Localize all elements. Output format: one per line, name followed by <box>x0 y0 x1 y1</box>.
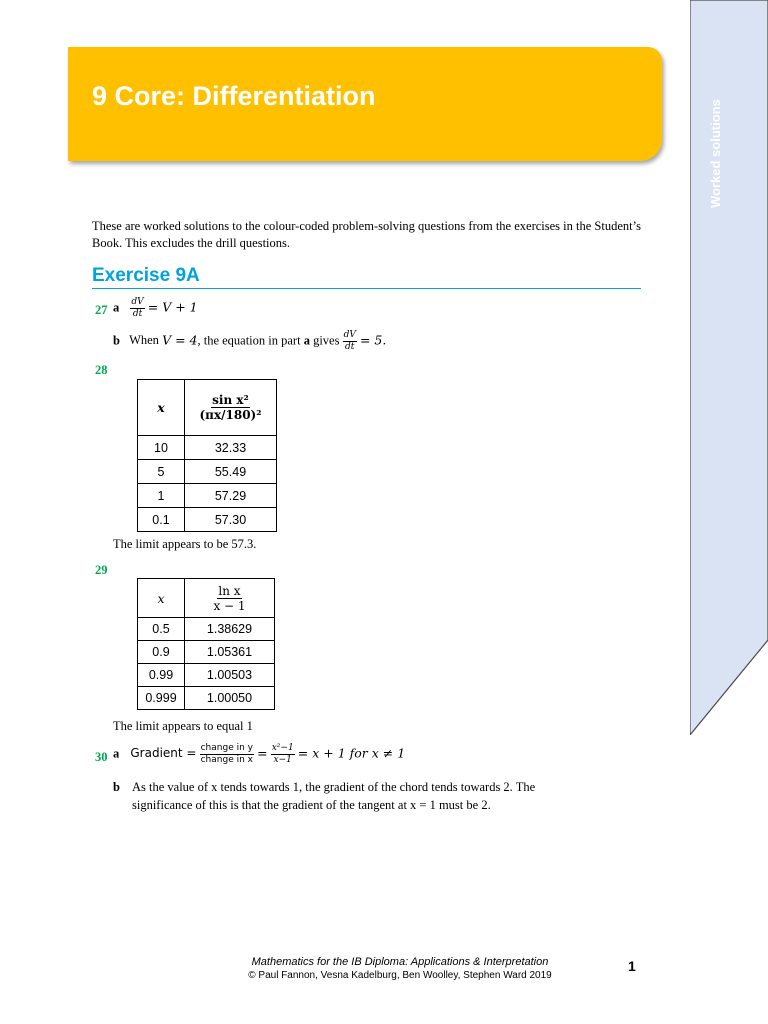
q30-part-a: a Gradient = $\frac{\text{change in y}}{\text{change in x}}$ = $\frac{\text{x²−1}}{x-1}$ = x + 1 for x ≠ 1 <box>113 743 406 765</box>
table-row: 0.1 57.30 <box>138 508 277 532</box>
dv-dt-fraction-b: $\frac{dV}{dt}$ <box>343 330 356 352</box>
dv-dt-fraction: $\frac{dV}{dt}$ <box>131 297 144 319</box>
q29-table <box>137 578 275 710</box>
question-number-27: 27 <box>95 303 108 317</box>
table-row: 0.999 1.00050 <box>138 687 275 710</box>
table-row: 0.5 1.38629 <box>138 618 275 641</box>
chapter-title: 9 Core: Differentiation <box>92 81 376 111</box>
part-a-label: a <box>113 746 120 761</box>
q30-b-line2: significance of this is that the gradient of the tangent at x = 1 must be 2. <box>132 798 491 812</box>
footer-book-title: Mathematics for the IB Diploma: Applications & Interpretation <box>251 956 549 968</box>
question-number-29: 29 <box>95 563 108 577</box>
q29-col-expr: $\frac{\text{ln x}}{x - 1}$ <box>185 579 275 618</box>
q27-b-result: = 5. <box>359 332 387 348</box>
table-row: 0.9 1.05361 <box>138 641 275 664</box>
q29-conclusion: The limit appears to equal 1 <box>113 719 253 733</box>
table-row: 5 55.49 <box>138 460 277 484</box>
footer-copyright: © Paul Fannon, Vesna Kadelburg, Ben Woolley, Stephen Ward 2019 <box>248 970 552 981</box>
page-number: 1 <box>628 958 636 974</box>
q27-part-a <box>113 298 198 319</box>
change-fraction: $\frac{\text{change in y}}{\text{change in x}}$ <box>200 743 253 765</box>
q27-b-part-ref: a <box>303 333 310 348</box>
q27-b-text1: When <box>129 333 159 348</box>
side-tab-label: Worked solutions <box>708 99 723 208</box>
question-number-28: 28 <box>95 363 108 377</box>
q30-gradient-label: Gradient = <box>130 746 197 761</box>
q30-b-line1: As the value of x tends towards 1, the gradient of the chord tends towards 2. The <box>132 780 536 794</box>
q27-part-b <box>113 331 386 352</box>
table-row: 0.99 1.00503 <box>138 664 275 687</box>
question-number-30: 30 <box>95 750 108 764</box>
x-squared-fraction: $\frac{\text{x²−1}}{x-1}$ <box>271 743 294 765</box>
chapter-banner <box>68 47 662 161</box>
q28-conclusion: The limit appears to be 57.3. <box>113 537 257 551</box>
q28-col-x: x <box>138 380 185 436</box>
exercise-heading: Exercise 9A <box>92 265 641 289</box>
side-tab <box>690 0 768 735</box>
q27-b-math: V = 4 <box>162 332 198 348</box>
footer <box>180 956 620 982</box>
q28-col-expr: $\frac{\text{sin x²}}{\text{(πx/180)²}}$ <box>185 380 277 436</box>
part-b-label: b <box>113 333 120 348</box>
q27-b-text3: gives <box>313 333 340 348</box>
part-a-label: a <box>113 300 120 315</box>
q30-a-result: = x + 1 for x ≠ 1 <box>297 745 406 761</box>
intro-text: These are worked solutions to the colour-coded problem-solving questions from the exercises in the Student’s Book. This excludes the drill questions. <box>92 219 641 250</box>
part-b-label: b <box>113 780 120 794</box>
q28-table <box>137 379 277 532</box>
q27-b-text2: , the equation in part <box>197 333 301 348</box>
q30-part-b <box>113 780 120 795</box>
table-row: 10 32.33 <box>138 436 277 460</box>
table-row: 1 57.29 <box>138 484 277 508</box>
q29-col-x: x <box>138 579 185 618</box>
q27-a-equation: = V + 1 <box>147 299 198 315</box>
